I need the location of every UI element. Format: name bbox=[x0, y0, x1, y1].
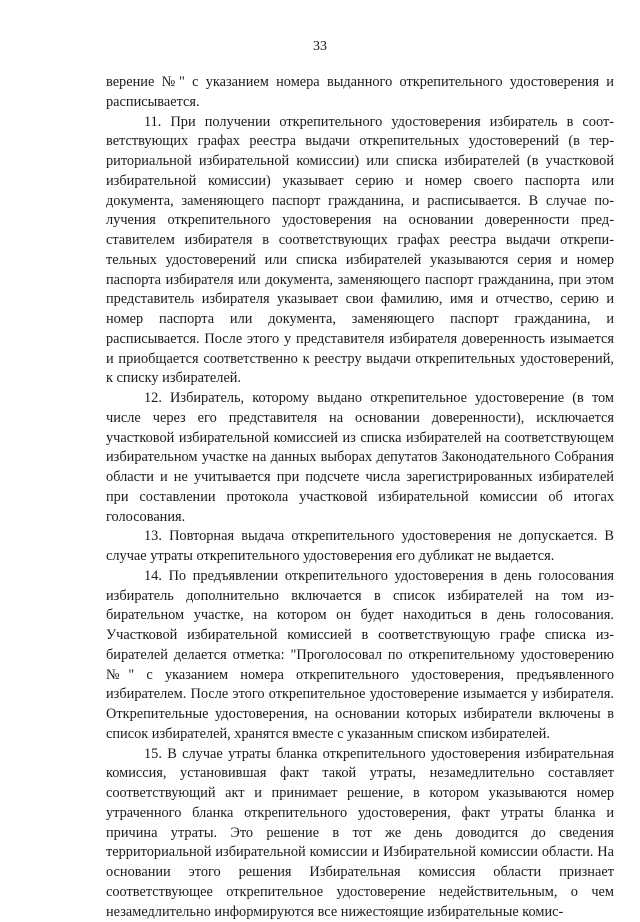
paragraph-13: 13. Повторная выдача открепительного удостоверения не допускается. В случае утраты открепительного удостоверения его дубликат не выдается. bbox=[106, 527, 614, 567]
paragraph-continuation: верение №" с указанием номера выданного открепительного удостоверения и расписывается. bbox=[106, 73, 614, 113]
document-body bbox=[106, 73, 614, 922]
paragraph-11: 11. При получении открепительного удостоверения избиратель в соответствующих графах реестра выдачи открепительных удостоверений (в территориальной избирательной комиссии) или списка избирателей (в участковой избирательной комиссии) указывает серию и номер своего паспорта или документа, заменяющего паспорт гражданина, и расписывается. В случае получения открепительного удостоверения на основании доверенности представителем избирателя в соответствующих графах реестра выдачи открепительных удостоверений или списка избирателей указываются серия и номер паспорта избирателя или документа, заменяющего паспорт гражданина, при этом представитель избирателя указывает свои фамилию, имя и отчество, серию и номер паспорта или документа, заменяющего паспорт гражданина, и расписывается. После этого у представителя избирателя доверенность изымается и приобщается соответственно к реестру выдачи открепительных удостоверений, к списку избирателей. bbox=[106, 113, 614, 390]
paragraph-15: 15. В случае утраты бланка открепительного удостоверения избирательная комиссия, установившая факт такой утраты, незамедлительно составляет соответствующий акт и принимает решение, в котором указываются номер утраченного бланка открепительного удостоверения, факт утраты бланка и причина утраты. Это решение в тот же день доводится до сведения территориальной избирательной комиссии и Избирательной комиссии области. На основании этого решения Избирательная комиссия области признает соответствующее открепительное удостоверение недействительным, о чем незамедлительно информируются все нижестоящие избирательные комис- bbox=[106, 745, 614, 922]
paragraph-14: 14. По предъявлении открепительного удостоверения в день голосования избиратель дополнительно включается в список избирателей на том избирательном участке, на котором он будет находиться в день голосования. Участковой избирательной комиссией в соответствующую графе списка избирателей делается отметка: "Проголосовал по открепительному удостоверению №" с указанием номера открепительного удостоверения, предъявленного избирателем. После этого открепительное удостоверение изымается у избирателя. Открепительные удостоверения, на основании которых избиратели включены в список избирателей, хранятся вместе с указанным списком избирателей. bbox=[106, 567, 614, 745]
page-number: 33 bbox=[0, 38, 640, 56]
paragraph-12: 12. Избиратель, которому выдано открепительное удостоверение (в том числе через его представителя на основании доверенности), исключается участковой избирательной комиссией из списка избирателей на соответствующем избирательном участке на данных выборах депутатов Законодательного Собрания области и не учитывается при подсчете числа зарегистрированных избирателей при составлении протокола участковой избирательной комиссии об итогах голосования. bbox=[106, 389, 614, 527]
